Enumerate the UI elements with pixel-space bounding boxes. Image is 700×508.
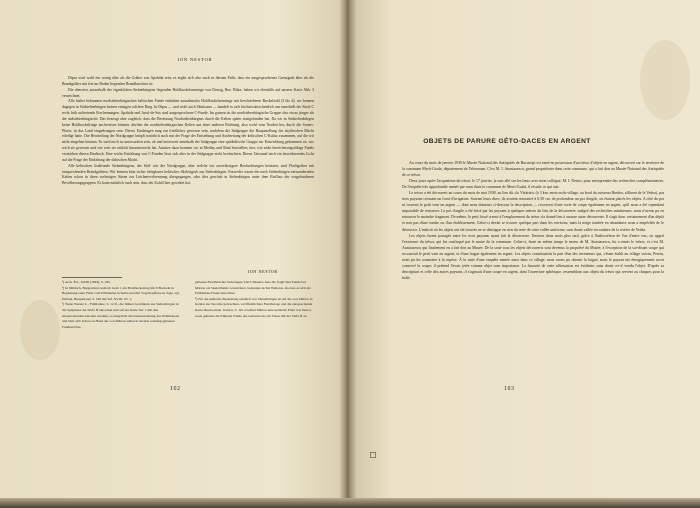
article-title: OBJETS DE PARURE GÉTO-DACES EN ARGENT — [423, 138, 591, 145]
author-signature: ION NESTOR — [248, 269, 278, 274]
right-page — [350, 0, 700, 500]
page-number-left: 102 — [170, 386, 181, 392]
paragraph: Dipsa wird wohl ein wenig älter als die Gräber von Apahida sein; es ergibt sich also auch in diesem Falle, dass ein ausgesprochenes Grenzgrab älter als die Brandgräber mit fest im Boden liegenden Brandknochen ist. — [62, 76, 314, 86]
paragraph: Deux jours après l'acquisition du trésor, le 17 janvier, je suis allé sur les lieux avec mon collègue, M. I. Nestor, pour entreprendre des recherches complémentaires. De l'enquête très approfondie menée par nous dans la commune de Merii-Goala, il résulte ce qui suit. — [402, 179, 664, 190]
footnote: ⁴) Für die keltische Besiedlung nördlich von Siebenbürgen ist auf die von Märton in Jucular zur Sprache gebrachten, veröffentlichten Fundbelege und die entsprechende Karte hinzuweisen, Jucular, S. 161 erwähnt Märton eine keltische Fibel von Petica; sonst gehören die früheren Funde des Gebietes bis zur These mit der Stufe B an. — [195, 296, 313, 318]
footnote: gebenen Fundberichte widerlegen. Der Umstand, dass die fraglichen Funde bei Märton als Skelettfunde verzeichnet, bedeutete nichts Weiteres, als dass es sich als Frühlatène-Funde betrachtet. — [195, 280, 311, 296]
book-gutter — [340, 0, 356, 500]
paragraph: Les objets furent partagés entre les trois paysans ayant fait la découverte. Environ deux mois plus tard, grâce à l'indiscrétion de l'un d'entre eux, on apprit l'existence du trésor, qui fut confisqué par le maire de la commune. Celui-ci, étant en même temps le neveu de M. Anastasescu, lui a remis le trésor; et c'est M. Anastasescu qui finalement en a fait don au Musée. De la sorte tous les objets découverts sont devenus la propriété du Musée, à l'exception de la soi-disant coupe qui recouvrait le petit vase en argent; et d'une bague également en argent. Les objets constituaient la part d'un des inventeurs qui, s'étant établi au village voisin, Peretu, avait pu les soustraire à la reprise. À la suite d'une enquête menée aussi dans ce village, nous avons pu obtenir la bague, mais le paysan nie énergiquement avoir conservé la coupe; il prétend l'avoir jetée comme objet sans importance. La fausseté de cette affirmation est évidente; sans doute a-t-il vendu l'objet. D'après sa description et celle des autres paysans, il s'agissait d'une coupe en argent, dont l'ouverture sphérique, ressemblant aux objets du trésor qui servent au chaques pour la boîte. — [402, 233, 664, 280]
footnote-rule — [62, 277, 122, 278]
page-number-right: 103 — [504, 386, 515, 392]
footnote: ¹) Arch. Ért., XXIII (1903), S. 435. — [62, 280, 111, 284]
left-body-text — [62, 76, 314, 187]
paragraph: Le trésor a été découvert au cours du mois de mai 1938, au lieu dit «la Vărăriei» (à 3 km. environ du village, au bord du ruisseau Burdea, affluent de la Vedea), par trois paysans creusant un fossé d'irrigation. Suivant leurs dires, ils avaient rencontré à 0,50 cm. de profondeur un pot d'argile, où étaient placés les objets. A côté du pot se trouvait le petit vase en argent — dont nous donnons ci-dessous la description — recouvert d'une sorte de coupe également en argent, qu'il nous a été cependant impossible de retrouver. Le pot d'argile a été brisé par les paysans à quelques mètres du lieu de la découverte; malgré des recherches minitieuses, nous n'avons pu en retrouver le moindre fragment. De même, le petit fossé creusé à l'emplacement du trésor n'a donné lieu à aucune autre découverte. Il s'agit donc certainement d'un dépôt et non pas d'une tombe ou d'un établissement. Gelui-ci devait se trouver quelque part dans les environs, mais la neige tombée en abondance nous a empêchés de le découvrir. L'endroit où les objets ont été trouvés ne se distingue en rien du reste de cette vallée uniforme, sans doute vallée secondaire de la rivière de Vedea. — [402, 191, 664, 232]
page-bottom-edge — [0, 498, 700, 508]
margin-mark — [370, 452, 376, 458]
footnotes-column-2 — [195, 280, 313, 319]
paragraph: Alle keltischen Grabfunde Siebenbürgens, der Süd- wie der Nordgruppe, über welche wir zuverlässigere Beobachtungen besitzen, sind Flachgräber mit entsprechenden Brandgräbern. Wir kennen kein sicher belegbares keltisches Skelettgrab aus Siebenbürgen. Entweder waren die nach Siebenbürgen einwandernden Kelten schon in ihren vorherigen Sitzen zur Leichenverbrennung übergegangen, oder dies geschah in Siebenbürgen unter dem Einfluss der vorgefundenen Bevölkerungsgruppen. Es kann natürlich auch sein, dass der Zufall hier gewaltet hat. — [62, 163, 314, 186]
paragraph: Au cours du mois de janvier 1939 le Musée National des Antiquités de Bucureşti est entré en possession d'un trésor d'objets en argent, découvert sur le territoire de la commune Merii-Goala, département de Teleorman. C'est M. I. Anastasescu, grand propriétaire dans cette commune, qui a fait don au Musée National des Antiquités de ce trésor. — [402, 161, 664, 178]
footnote: ²) In Mittlach, Burgenland, kam im Grab 1 ein Hohlbuckelring mit 8 Buckeln in Begleitung einer Fibel vom Frühlatène-Schema und mit Vogelkopffuss zu Tage, vgl. Pittioni, Burgenland, S. 190 mit Taf. XVIII, Nr. 1. — [62, 285, 180, 301]
left-page — [0, 0, 346, 500]
footnotes-column-1 — [62, 280, 180, 330]
right-body-text — [402, 160, 664, 281]
footnote: ³) Wenn Werner L., Frühlatène, S. 12 ff., die frühen Grabfunde aus Siebenbürgen in die Spätphase der Stufe B einordnet und auf der Karte Taf. 1 mit den entsprechenden Zeichen versieht, so entspricht die Kennzeichnung des Wohlhabens und lässt sich Schon an Hand der von Märton selbst in Jucular wiedergegebenen Fundberichte. — [62, 302, 179, 329]
paper-stain — [20, 300, 60, 360]
paper-stain — [640, 40, 690, 120]
paragraph: Die obersten, ausserhalb der eigentlichen Siebenbürgens liegenden Hohlbuckelarmringe von Dussig, Bez. Bihor, haben wir ebenfalls auf unserer Karte Abb. 3 verzeichnet. — [62, 87, 314, 98]
paragraph: Alle bisher bekannten nordsiebenbürgischen keltischen Funde enthalten ausnahmslos Hohlbuckelarmringe mit beschriebener Buckelzahl (3 bis 4); wir kennen dagegen in Südsiebenbürgen keinen einzigen solchen Ring. In Dipsa — und wohl auch Sântioana — handelt es sich höchstwahrscheinlich um innerhalb der Stufe C recht früh auftretende Erscheinungen. Apahida und Jucul-de-Sus sind ausgesprochene C-Funde. Im ganzen ist die nordsiebenbürgische Gruppe also etwas jünger als die südsiebenbürgische. Das bezeugt aber zugleich, dass die Besetzung Nordsiebenbürgens durch die Kelten später stattgefunden hat. Da wir in Südsiebenbürgen keine Hohlbuckelringe nachweisen können, dürften die nordsiebenbürgischen Kelten aus einer anderen Richtung, also wohl vom Norden her, durch die Somes-Pforte, in das Land eingedrungen sein. Dieses Eindringen mag ein friedliches gewesen sein, nachdem die Südgruppe die Hauptstellung der skythischen Macht erledigt hatte. Die Beurteilung der Nordgruppe knüpft natürlich auch mit der Frage der Entstehung und Ausbreitung der keltischen C-Kultur zusammen, auf die wir nicht eingehen können. Es wird noch zu untersuchen sein, ob und inwieweit innerhalb der Südgruppe eine spätkeltische Gruppe zur Entwicklung gekommen ist, wie reich sie gewesen und wie weit sie zeitlich hinunterreicht hat. Ansätze dazu konnten wir in Mediaș und Sând feststellen; hier, wie nicht bereicherungsfähige Funde verstärken diesen Eindruck. Eine reiche Entfaltung von C-Funden lässt sich aber in der Südgruppe nicht beobachten. Dieser Umstand wirft ein bezeichnendes Licht auf die Frage der Entfaltung der dakischen Macht. — [62, 99, 314, 162]
running-head: ION NESTOR — [177, 57, 213, 62]
